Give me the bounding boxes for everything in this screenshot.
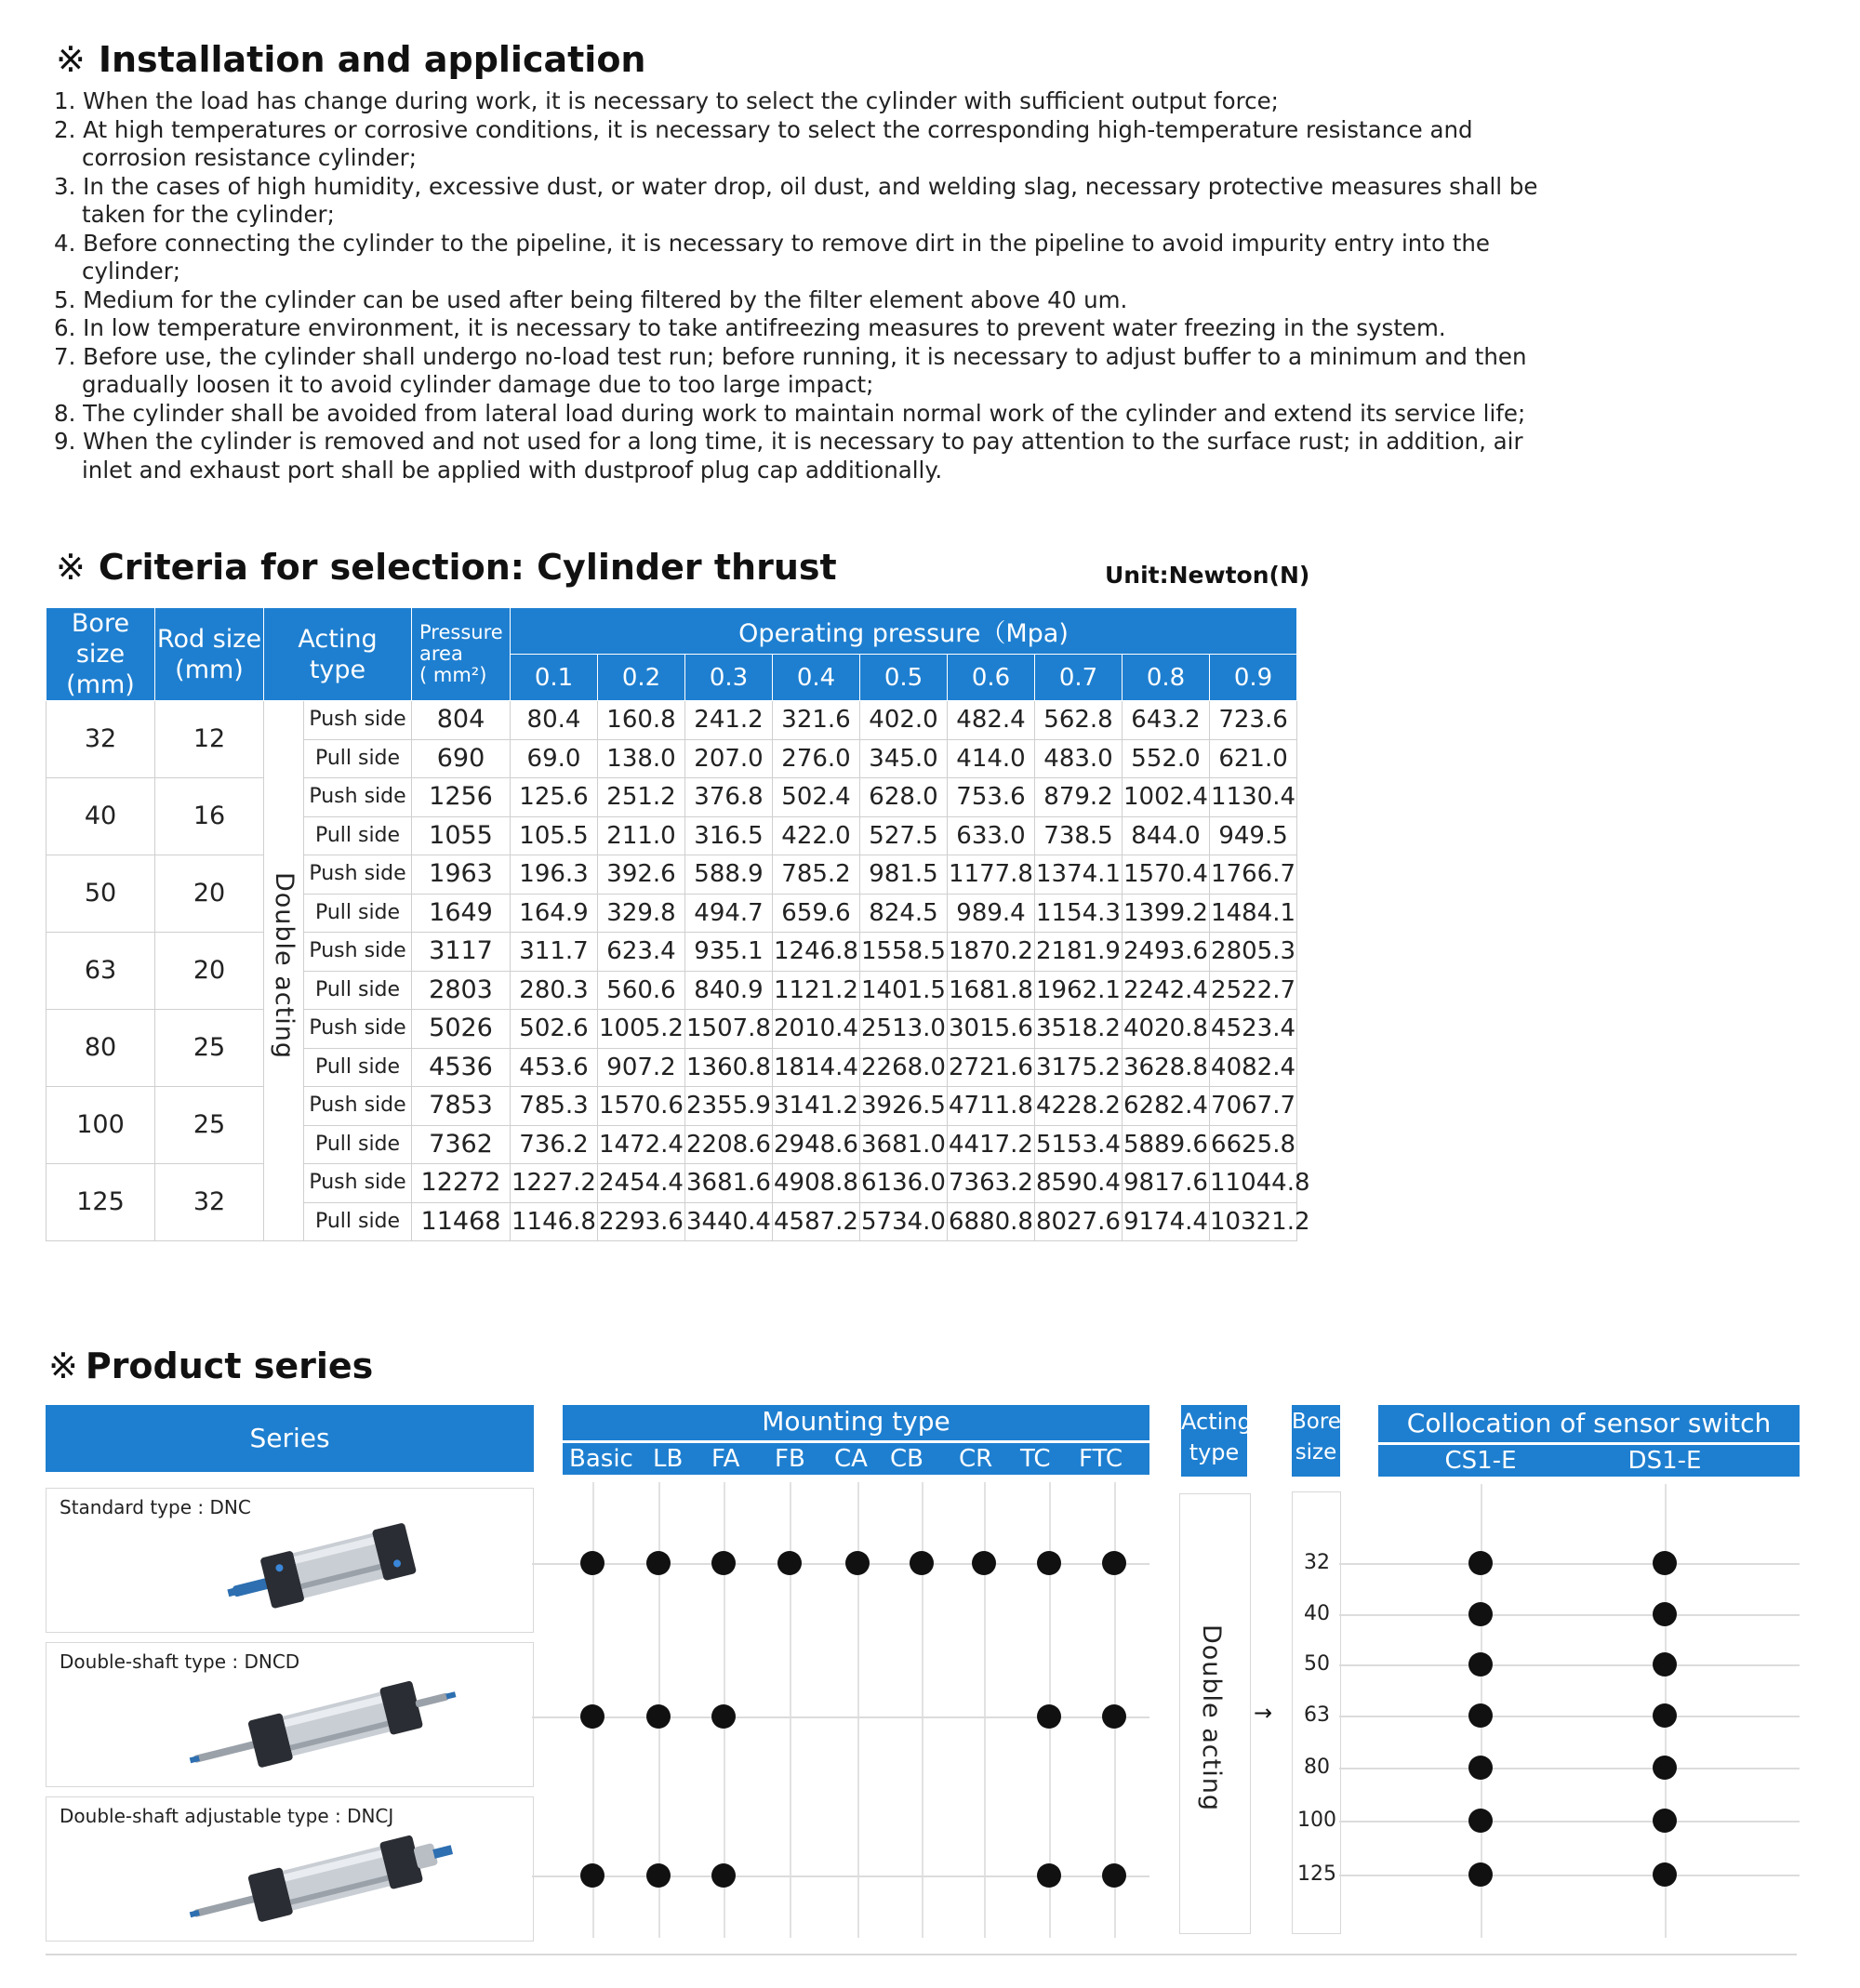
sensor-availability-dot bbox=[1468, 1756, 1493, 1780]
thrust-value-cell: 453.6 bbox=[511, 1048, 598, 1087]
thrust-value-cell: 5153.4 bbox=[1035, 1125, 1123, 1164]
thrust-value-cell: 125.6 bbox=[511, 778, 598, 817]
thrust-value-cell: 1558.5 bbox=[860, 933, 948, 972]
series-label: Double-shaft type : DNCD bbox=[60, 1650, 300, 1673]
cylinder-image bbox=[223, 1517, 437, 1619]
thrust-value-cell: 3681.6 bbox=[685, 1164, 773, 1203]
mounting-type-label: CA bbox=[834, 1445, 868, 1473]
sensor-availability-dot bbox=[1468, 1862, 1493, 1887]
thrust-value-cell: 316.5 bbox=[685, 816, 773, 855]
thrust-value-cell: 196.3 bbox=[511, 855, 598, 895]
installation-item: 6. In low temperature environment, it is necessary to take antifreezing measures to prevent water freezing in the system. bbox=[54, 314, 1446, 341]
sensor-availability-dot bbox=[1653, 1809, 1677, 1833]
thrust-value-cell: 562.8 bbox=[1035, 701, 1123, 740]
thrust-value-cell: 5734.0 bbox=[860, 1202, 948, 1241]
rod-size-cell: 25 bbox=[155, 1087, 264, 1164]
pressure-header-cell: 0.7 bbox=[1035, 655, 1123, 701]
thrust-value-cell: 2805.3 bbox=[1210, 933, 1297, 972]
pressure-header-cell: 0.9 bbox=[1210, 655, 1297, 701]
side-label-cell: Pull side bbox=[304, 1048, 412, 1087]
sensor-availability-dot bbox=[1468, 1703, 1493, 1728]
installation-title-text: Installation and application bbox=[98, 39, 646, 80]
thrust-value-cell: 329.8 bbox=[598, 894, 685, 933]
bore-size-header: Bore size (mm) bbox=[46, 608, 155, 701]
unit-label: Unit:Newton(N) bbox=[1105, 562, 1310, 589]
thrust-value-cell: 8590.4 bbox=[1035, 1164, 1123, 1203]
thrust-value-cell: 3440.4 bbox=[685, 1202, 773, 1241]
thrust-value-cell: 7067.7 bbox=[1210, 1087, 1297, 1126]
sensor-availability-dot bbox=[1653, 1756, 1677, 1780]
bore-size-cell: 40 bbox=[46, 778, 155, 855]
thrust-value-cell: 392.6 bbox=[598, 855, 685, 895]
thrust-value-cell: 552.0 bbox=[1123, 739, 1210, 778]
grid-line bbox=[1339, 1716, 1800, 1717]
acting-type-value: Double acting bbox=[1197, 1624, 1226, 1811]
acting-type-box bbox=[1179, 1493, 1251, 1934]
bore-size-box bbox=[1292, 1491, 1341, 1934]
bore-size-cell: 100 bbox=[46, 1087, 155, 1164]
pressure-area-cell: 11468 bbox=[412, 1202, 511, 1241]
grid-line bbox=[1339, 1563, 1800, 1565]
thrust-value-cell: 9174.4 bbox=[1123, 1202, 1210, 1241]
sensor-availability-dot bbox=[1653, 1602, 1677, 1626]
installation-item: 9. When the cylinder is removed and not used for a long time, it is necessary to pay attention to the surface rust; in addition, air inlet and exhaust port shall be applied with dustproof plug cap additionally. bbox=[54, 428, 1523, 484]
thrust-value-cell: 376.8 bbox=[685, 778, 773, 817]
pressure-header-cell: 0.8 bbox=[1123, 655, 1210, 701]
pressure-area-cell: 3117 bbox=[412, 933, 511, 972]
bore-size-value: 63 bbox=[1304, 1703, 1330, 1727]
cylinder-picture bbox=[223, 1517, 437, 1624]
thrust-value-cell: 2493.6 bbox=[1123, 933, 1210, 972]
thrust-value-cell: 4908.8 bbox=[773, 1164, 860, 1203]
mounting-type-label: FTC bbox=[1079, 1445, 1123, 1473]
thrust-value-cell: 1146.8 bbox=[511, 1202, 598, 1241]
grid-line bbox=[1339, 1664, 1800, 1666]
arrow-icon: → bbox=[1254, 1700, 1273, 1726]
thrust-value-cell: 844.0 bbox=[1123, 816, 1210, 855]
operating-pressure-header: Operating pressure（Mpa) bbox=[511, 608, 1297, 655]
thrust-value-cell: 2948.6 bbox=[773, 1125, 860, 1164]
thrust-value-cell: 280.3 bbox=[511, 971, 598, 1010]
bore-size-value: 50 bbox=[1304, 1652, 1330, 1676]
thrust-value-cell: 311.7 bbox=[511, 933, 598, 972]
thrust-value-cell: 6282.4 bbox=[1123, 1087, 1210, 1126]
thrust-value-cell: 785.2 bbox=[773, 855, 860, 895]
thrust-value-cell: 10321.2 bbox=[1210, 1202, 1297, 1241]
mounting-type-label: Basic bbox=[569, 1445, 633, 1473]
pressure-header-cell: 0.5 bbox=[860, 655, 948, 701]
thrust-value-cell: 8027.6 bbox=[1035, 1202, 1123, 1241]
sensor-availability-dot bbox=[1653, 1652, 1677, 1677]
thrust-value-cell: 3681.0 bbox=[860, 1125, 948, 1164]
pressure-header-cell: 0.4 bbox=[773, 655, 860, 701]
thrust-value-cell: 1962.1 bbox=[1035, 971, 1123, 1010]
pressure-area-cell: 4536 bbox=[412, 1048, 511, 1087]
bore-size-value: 100 bbox=[1297, 1809, 1336, 1832]
diagram-bottom-border bbox=[46, 1954, 1797, 1955]
side-label-cell: Push side bbox=[304, 1087, 412, 1126]
availability-dot bbox=[646, 1863, 671, 1888]
thrust-value-cell: 736.2 bbox=[511, 1125, 598, 1164]
bore-size-cell: 32 bbox=[46, 701, 155, 778]
thrust-value-cell: 659.6 bbox=[773, 894, 860, 933]
thrust-value-cell: 2268.0 bbox=[860, 1048, 948, 1087]
series-header: Series bbox=[46, 1405, 534, 1472]
availability-dot bbox=[1037, 1863, 1061, 1888]
thrust-value-cell: 69.0 bbox=[511, 739, 598, 778]
sensor-availability-dot bbox=[1653, 1862, 1677, 1887]
bore-size-value: 80 bbox=[1304, 1756, 1330, 1779]
thrust-row bbox=[46, 855, 1297, 895]
rod-size-cell: 25 bbox=[155, 1010, 264, 1087]
thrust-value-cell: 2513.0 bbox=[860, 1010, 948, 1049]
thrust-value-cell: 560.6 bbox=[598, 971, 685, 1010]
thrust-value-cell: 422.0 bbox=[773, 816, 860, 855]
series-box bbox=[46, 1642, 534, 1787]
thrust-value-cell: 3015.6 bbox=[948, 1010, 1035, 1049]
thrust-value-cell: 211.0 bbox=[598, 816, 685, 855]
thrust-row bbox=[46, 1010, 1297, 1049]
sensor-switch-subheader bbox=[1378, 1445, 1800, 1477]
installation-list bbox=[54, 87, 1579, 484]
thrust-value-cell: 2355.9 bbox=[685, 1087, 773, 1126]
thrust-value-cell: 1399.2 bbox=[1123, 894, 1210, 933]
cylinder-picture bbox=[186, 1835, 465, 1932]
side-label-cell: Pull side bbox=[304, 971, 412, 1010]
thrust-value-cell: 824.5 bbox=[860, 894, 948, 933]
thrust-value-cell: 3926.5 bbox=[860, 1087, 948, 1126]
thrust-value-cell: 981.5 bbox=[860, 855, 948, 895]
installation-item: 5. Medium for the cylinder can be used after being filtered by the filter element above 40 um. bbox=[54, 285, 1128, 313]
installation-title bbox=[56, 39, 645, 80]
side-label-cell: Push side bbox=[304, 778, 412, 817]
installation-item: 3. In the cases of high humidity, excessive dust, or water drop, oil dust, and welding slag, necessary protective measures shall be taken for the cylinder; bbox=[54, 172, 1538, 228]
availability-dot bbox=[910, 1551, 934, 1575]
thrust-value-cell: 414.0 bbox=[948, 739, 1035, 778]
bore-size-cell: 125 bbox=[46, 1164, 155, 1241]
acting-type-label: Double acting bbox=[270, 871, 299, 1059]
mounting-type-label: FA bbox=[711, 1445, 740, 1473]
grid-line bbox=[1339, 1768, 1800, 1769]
sensor-availability-dot bbox=[1653, 1551, 1677, 1575]
mounting-type-label: CB bbox=[890, 1445, 923, 1473]
thrust-value-cell: 321.6 bbox=[773, 701, 860, 740]
thrust-value-cell: 251.2 bbox=[598, 778, 685, 817]
thrust-value-cell: 2010.4 bbox=[773, 1010, 860, 1049]
series-label: Double-shaft adjustable type : DNCJ bbox=[60, 1805, 394, 1827]
pressure-area-cell: 7853 bbox=[412, 1087, 511, 1126]
thrust-value-cell: 11044.8 bbox=[1210, 1164, 1297, 1203]
availability-dot bbox=[1102, 1551, 1126, 1575]
bore-size-value: 125 bbox=[1297, 1862, 1336, 1886]
pressure-area-header: Pressure area ( mm²) bbox=[412, 608, 511, 701]
thrust-row bbox=[46, 778, 1297, 817]
thrust-value-cell: 207.0 bbox=[685, 739, 773, 778]
pressure-area-cell: 1256 bbox=[412, 778, 511, 817]
rod-size-cell: 16 bbox=[155, 778, 264, 855]
thrust-value-cell: 1814.4 bbox=[773, 1048, 860, 1087]
pressure-header-cell: 0.1 bbox=[511, 655, 598, 701]
thrust-value-cell: 935.1 bbox=[685, 933, 773, 972]
thrust-value-cell: 402.0 bbox=[860, 701, 948, 740]
reference-mark: ※ bbox=[48, 1345, 78, 1386]
thrust-value-cell: 621.0 bbox=[1210, 739, 1297, 778]
thrust-value-cell: 949.5 bbox=[1210, 816, 1297, 855]
thrust-value-cell: 482.4 bbox=[948, 701, 1035, 740]
bore-size-cell: 63 bbox=[46, 933, 155, 1010]
rod-size-cell: 20 bbox=[155, 855, 264, 933]
grid-line bbox=[1339, 1821, 1800, 1822]
thrust-value-cell: 3518.2 bbox=[1035, 1010, 1123, 1049]
thrust-value-cell: 2208.6 bbox=[685, 1125, 773, 1164]
thrust-value-cell: 4020.8 bbox=[1123, 1010, 1210, 1049]
rod-size-cell: 32 bbox=[155, 1164, 264, 1241]
thrust-value-cell: 1177.8 bbox=[948, 855, 1035, 895]
availability-dot bbox=[1037, 1704, 1061, 1729]
sensor-type-label: CS1-E bbox=[1444, 1447, 1517, 1475]
sensor-availability-dot bbox=[1468, 1652, 1493, 1677]
bore-size-value: 32 bbox=[1304, 1551, 1330, 1574]
thrust-value-cell: 1484.1 bbox=[1210, 894, 1297, 933]
thrust-value-cell: 3141.2 bbox=[773, 1087, 860, 1126]
installation-item: 7. Before use, the cylinder shall undergo no-load test run; before running, it is necessary to adjust buffer to a minimum and then gradually loosen it to avoid cylinder damage due to too large impact; bbox=[54, 342, 1527, 398]
availability-dot bbox=[711, 1704, 736, 1729]
bore-size-cell: 50 bbox=[46, 855, 155, 933]
thrust-value-cell: 2721.6 bbox=[948, 1048, 1035, 1087]
thrust-value-cell: 1154.3 bbox=[1035, 894, 1123, 933]
mounting-type-header: Mounting type bbox=[563, 1405, 1149, 1440]
acting-type-cell bbox=[264, 701, 304, 1241]
cylinder-picture bbox=[186, 1680, 465, 1778]
thrust-value-cell: 840.9 bbox=[685, 971, 773, 1010]
pressure-header-cell: 0.3 bbox=[685, 655, 773, 701]
series-box bbox=[46, 1796, 534, 1942]
installation-item: 2. At high temperatures or corrosive conditions, it is necessary to select the corresponding high-temperature resistance and corrosion resistance cylinder; bbox=[54, 115, 1473, 171]
thrust-value-cell: 1570.4 bbox=[1123, 855, 1210, 895]
installation-item: 1. When the load has change during work, it is necessary to select the cylinder with sufficient output force; bbox=[54, 87, 1279, 114]
thrust-value-cell: 7363.2 bbox=[948, 1164, 1035, 1203]
thrust-value-cell: 907.2 bbox=[598, 1048, 685, 1087]
thrust-value-cell: 241.2 bbox=[685, 701, 773, 740]
thrust-value-cell: 2454.4 bbox=[598, 1164, 685, 1203]
thrust-value-cell: 1005.2 bbox=[598, 1010, 685, 1049]
cylinder-image bbox=[186, 1680, 465, 1773]
thrust-value-cell: 1401.5 bbox=[860, 971, 948, 1010]
thrust-value-cell: 753.6 bbox=[948, 778, 1035, 817]
thrust-value-cell: 1002.4 bbox=[1123, 778, 1210, 817]
mounting-type-label: LB bbox=[653, 1445, 684, 1473]
thrust-value-cell: 502.6 bbox=[511, 1010, 598, 1049]
thrust-value-cell: 4417.2 bbox=[948, 1125, 1035, 1164]
availability-dot bbox=[972, 1551, 996, 1575]
sensor-availability-dot bbox=[1468, 1809, 1493, 1833]
sensor-type-label: DS1-E bbox=[1628, 1447, 1702, 1475]
installation-item: 8. The cylinder shall be avoided from lateral load during work to maintain normal work of the cylinder and extend its service life; bbox=[54, 399, 1526, 427]
thrust-value-cell: 160.8 bbox=[598, 701, 685, 740]
thrust-value-cell: 494.7 bbox=[685, 894, 773, 933]
thrust-value-cell: 6625.8 bbox=[1210, 1125, 1297, 1164]
pressure-area-cell: 1055 bbox=[412, 816, 511, 855]
rod-size-cell: 20 bbox=[155, 933, 264, 1010]
thrust-value-cell: 1766.7 bbox=[1210, 855, 1297, 895]
series-box bbox=[46, 1488, 534, 1633]
thrust-value-cell: 2293.6 bbox=[598, 1202, 685, 1241]
sensor-availability-dot bbox=[1468, 1602, 1493, 1626]
mounting-type-label: TC bbox=[1020, 1445, 1051, 1473]
thrust-value-cell: 4711.8 bbox=[948, 1087, 1035, 1126]
rod-size-header: Rod size (mm) bbox=[155, 608, 264, 701]
acting-type-header: Acting type bbox=[1181, 1405, 1247, 1477]
pressure-area-cell: 7362 bbox=[412, 1125, 511, 1164]
thrust-value-cell: 1130.4 bbox=[1210, 778, 1297, 817]
pressure-area-cell: 690 bbox=[412, 739, 511, 778]
bore-size-value: 40 bbox=[1304, 1602, 1330, 1625]
thrust-value-cell: 2181.9 bbox=[1035, 933, 1123, 972]
installation-item: 4. Before connecting the cylinder to the pipeline, it is necessary to remove dirt in the pipeline to avoid impurity entry into the cylinder; bbox=[54, 229, 1490, 285]
thrust-value-cell: 1374.1 bbox=[1035, 855, 1123, 895]
thrust-value-cell: 527.5 bbox=[860, 816, 948, 855]
side-label-cell: Push side bbox=[304, 1164, 412, 1203]
thrust-value-cell: 738.5 bbox=[1035, 816, 1123, 855]
side-label-cell: Pull side bbox=[304, 816, 412, 855]
availability-dot bbox=[646, 1704, 671, 1729]
thrust-value-cell: 1227.2 bbox=[511, 1164, 598, 1203]
acting-type-header: Acting type bbox=[264, 608, 412, 701]
thrust-value-cell: 1360.8 bbox=[685, 1048, 773, 1087]
thrust-value-cell: 483.0 bbox=[1035, 739, 1123, 778]
thrust-value-cell: 4523.4 bbox=[1210, 1010, 1297, 1049]
thrust-value-cell: 164.9 bbox=[511, 894, 598, 933]
availability-dot bbox=[1037, 1551, 1061, 1575]
thrust-value-cell: 5889.6 bbox=[1123, 1125, 1210, 1164]
side-label-cell: Push side bbox=[304, 933, 412, 972]
thrust-value-cell: 1246.8 bbox=[773, 933, 860, 972]
thrust-value-cell: 1570.6 bbox=[598, 1087, 685, 1126]
sensor-availability-dot bbox=[1468, 1551, 1493, 1575]
thrust-value-cell: 9817.6 bbox=[1123, 1164, 1210, 1203]
thrust-value-cell: 633.0 bbox=[948, 816, 1035, 855]
thrust-row bbox=[46, 701, 1297, 740]
thrust-title-text: Criteria for selection: Cylinder thrust bbox=[98, 547, 837, 588]
cylinder-image bbox=[186, 1835, 465, 1928]
availability-dot bbox=[1102, 1704, 1126, 1729]
thrust-value-cell: 276.0 bbox=[773, 739, 860, 778]
side-label-cell: Pull side bbox=[304, 1125, 412, 1164]
thrust-value-cell: 2242.4 bbox=[1123, 971, 1210, 1010]
thrust-value-cell: 3175.2 bbox=[1035, 1048, 1123, 1087]
pressure-area-cell: 5026 bbox=[412, 1010, 511, 1049]
availability-dot bbox=[711, 1863, 736, 1888]
thrust-row bbox=[46, 1164, 1297, 1203]
thrust-table bbox=[46, 607, 1310, 1241]
thrust-value-cell: 502.4 bbox=[773, 778, 860, 817]
availability-dot bbox=[1102, 1863, 1126, 1888]
sensor-availability-dot bbox=[1653, 1703, 1677, 1728]
pressure-header-cell: 0.2 bbox=[598, 655, 685, 701]
mounting-type-subheader bbox=[563, 1443, 1149, 1475]
thrust-value-cell: 643.2 bbox=[1123, 701, 1210, 740]
thrust-value-cell: 623.4 bbox=[598, 933, 685, 972]
rod-size-cell: 12 bbox=[155, 701, 264, 778]
pressure-header-cell: 0.6 bbox=[948, 655, 1035, 701]
pressure-area-cell: 804 bbox=[412, 701, 511, 740]
availability-dot bbox=[646, 1551, 671, 1575]
side-label-cell: Pull side bbox=[304, 894, 412, 933]
pressure-area-cell: 1963 bbox=[412, 855, 511, 895]
pressure-area-cell: 1649 bbox=[412, 894, 511, 933]
thrust-value-cell: 1870.2 bbox=[948, 933, 1035, 972]
sensor-switch-header: Collocation of sensor switch bbox=[1378, 1405, 1800, 1442]
pressure-area-cell: 12272 bbox=[412, 1164, 511, 1203]
thrust-value-cell: 1681.8 bbox=[948, 971, 1035, 1010]
availability-dot bbox=[711, 1551, 736, 1575]
side-label-cell: Push side bbox=[304, 1010, 412, 1049]
grid-line bbox=[1339, 1614, 1800, 1616]
thrust-value-cell: 6136.0 bbox=[860, 1164, 948, 1203]
thrust-value-cell: 588.9 bbox=[685, 855, 773, 895]
availability-dot bbox=[580, 1863, 604, 1888]
series-label: Standard type : DNC bbox=[60, 1496, 251, 1518]
thrust-value-cell: 4587.2 bbox=[773, 1202, 860, 1241]
thrust-value-cell: 80.4 bbox=[511, 701, 598, 740]
thrust-value-cell: 1507.8 bbox=[685, 1010, 773, 1049]
availability-dot bbox=[777, 1551, 802, 1575]
reference-mark: ※ bbox=[56, 547, 86, 588]
side-label-cell: Push side bbox=[304, 701, 412, 740]
side-label-cell: Pull side bbox=[304, 1202, 412, 1241]
thrust-title bbox=[56, 547, 837, 588]
mounting-type-label: CR bbox=[959, 1445, 993, 1473]
thrust-value-cell: 6880.8 bbox=[948, 1202, 1035, 1241]
thrust-value-cell: 138.0 bbox=[598, 739, 685, 778]
grid-line bbox=[1339, 1875, 1800, 1876]
bore-size-header: Bore size bbox=[1292, 1405, 1340, 1477]
thrust-value-cell: 3628.8 bbox=[1123, 1048, 1210, 1087]
side-label-cell: Pull side bbox=[304, 739, 412, 778]
thrust-value-cell: 105.5 bbox=[511, 816, 598, 855]
thrust-value-cell: 785.3 bbox=[511, 1087, 598, 1126]
thrust-value-cell: 628.0 bbox=[860, 778, 948, 817]
pressure-area-cell: 2803 bbox=[412, 971, 511, 1010]
availability-dot bbox=[580, 1551, 604, 1575]
thrust-value-cell: 1472.4 bbox=[598, 1125, 685, 1164]
reference-mark: ※ bbox=[56, 39, 86, 80]
mounting-type-label: FB bbox=[775, 1445, 805, 1473]
thrust-value-cell: 2522.7 bbox=[1210, 971, 1297, 1010]
thrust-value-cell: 879.2 bbox=[1035, 778, 1123, 817]
thrust-value-cell: 4228.2 bbox=[1035, 1087, 1123, 1126]
thrust-value-cell: 4082.4 bbox=[1210, 1048, 1297, 1087]
thrust-value-cell: 989.4 bbox=[948, 894, 1035, 933]
thrust-value-cell: 345.0 bbox=[860, 739, 948, 778]
product-title-text: Product series bbox=[85, 1345, 374, 1386]
product-title bbox=[48, 1345, 373, 1386]
availability-dot bbox=[580, 1704, 604, 1729]
availability-dot bbox=[845, 1551, 870, 1575]
thrust-value-cell: 1121.2 bbox=[773, 971, 860, 1010]
bore-size-cell: 80 bbox=[46, 1010, 155, 1087]
thrust-value-cell: 723.6 bbox=[1210, 701, 1297, 740]
thrust-row bbox=[46, 933, 1297, 972]
thrust-row bbox=[46, 1087, 1297, 1126]
side-label-cell: Push side bbox=[304, 855, 412, 895]
